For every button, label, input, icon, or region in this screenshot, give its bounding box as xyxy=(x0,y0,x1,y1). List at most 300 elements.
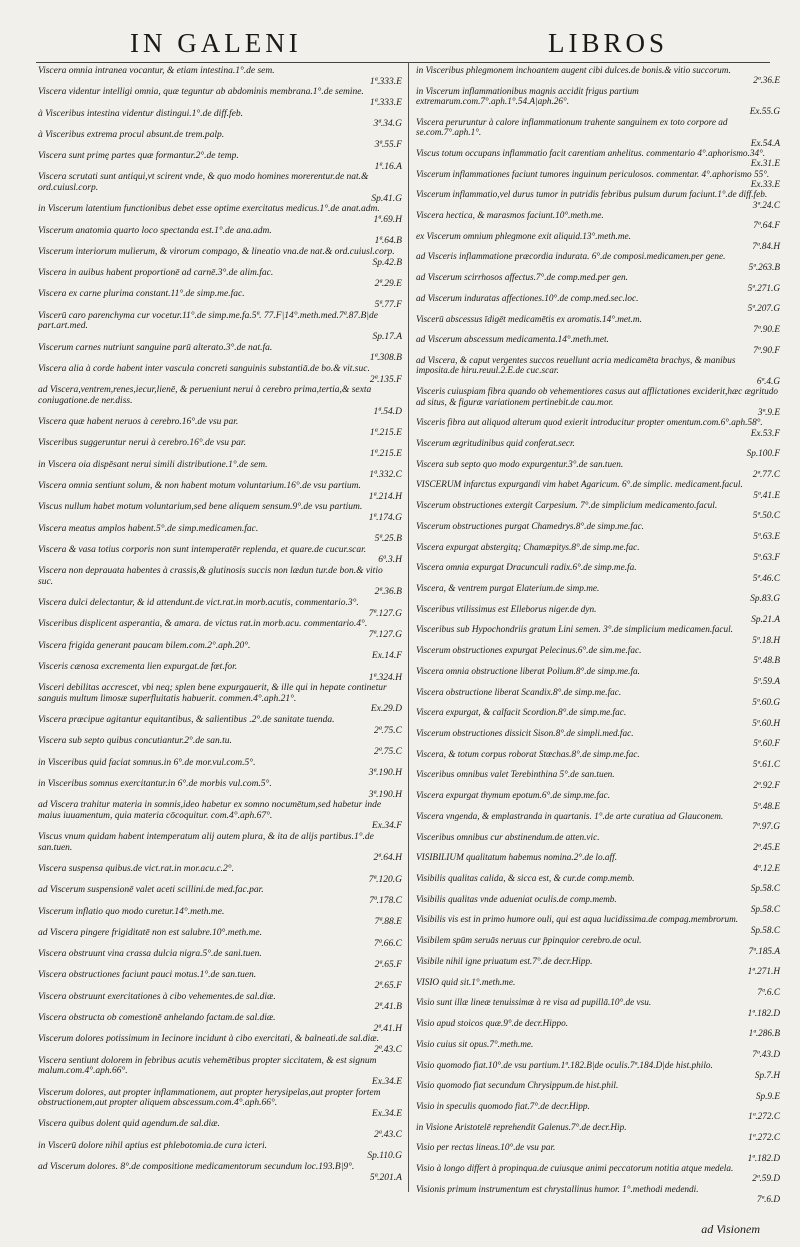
index-entry xyxy=(416,356,780,387)
index-entry xyxy=(38,524,402,545)
entry-text: ad Viscera trahitur materia in somnis,ideo habetur ex somno nocumētum,sed habetur inde maius iuuamentum, quia materia cōcoquitur. com.4°.aph.67°. xyxy=(38,800,382,821)
index-entry xyxy=(416,1019,780,1040)
index-entry xyxy=(416,543,780,564)
entry-text: Visibilis qualitas vnde adueniat oculis.de comp.memb. xyxy=(416,894,617,905)
entry-text: Viscera alia à corde habent inter vascula concreti sanguinis substantiā.de bo.& vit.suc. xyxy=(38,363,370,374)
entry-text: Viscus nullum habet motum voluntarium,sed bene aliquem sensum.9°.de vsu partium. xyxy=(38,502,363,513)
index-entry xyxy=(38,481,402,502)
entry-text: ad Viscerum abscessum medicamenta.14°.meth.met. xyxy=(416,335,609,346)
entry-text: Viscerum obstructiones extergit Carpesium. 7°.de simplicium medicamento.facul. xyxy=(416,501,718,512)
entry-text: VISCERUM infarctus expurgandi vim habet Agaricum. 6°.de simplic. medicament.facul. xyxy=(416,480,743,491)
entry-text: ad Viscerum induratas affectiones.10°.de comp.med.sec.loc. xyxy=(416,293,639,304)
entry-reference: 7ª.97.G xyxy=(752,822,780,833)
index-entry xyxy=(38,417,402,438)
index-entry xyxy=(416,273,780,294)
index-entry xyxy=(38,289,402,310)
entry-reference: 2ª.43.C xyxy=(374,1044,402,1055)
index-entry xyxy=(38,1088,402,1120)
entry-text: Visibilem spūm seruās neruus cur p̄pinquior cerebro.de ocul. xyxy=(416,936,642,947)
entry-reference: 5ª.60.G xyxy=(752,697,780,708)
entry-reference: 5ª.60.H xyxy=(752,718,780,729)
entry-reference: 2ª.92.F xyxy=(753,780,780,791)
entry-text: Visio cuius sit opus.7°.meth.me. xyxy=(416,1039,534,1050)
entry-reference: Ex.14.F xyxy=(371,651,402,662)
index-entry xyxy=(38,907,402,928)
index-entry xyxy=(416,315,780,336)
index-entry xyxy=(38,226,402,247)
index-entry xyxy=(416,812,780,833)
entry-text: Visionis primum instrumentum est chrystallinus humor. 1°.methodi medendi. xyxy=(416,1184,699,1195)
index-entry xyxy=(416,936,780,957)
index-entry xyxy=(38,460,402,481)
index-entry xyxy=(38,66,402,87)
entry-text: Viscerum anatomia quarto loco spectanda est.1°.de ana.adm. xyxy=(38,225,272,236)
entry-text: ad Viscerum scirrhosos affectus.7°.de comp.med.per gen. xyxy=(416,273,628,284)
entry-reference: 5ª.59.A xyxy=(753,677,780,688)
entry-reference: Ex.34.F xyxy=(371,821,402,832)
index-entry xyxy=(416,1081,780,1102)
entry-reference: 6ª.4.G xyxy=(756,376,780,387)
entry-reference: Sp.9.E xyxy=(755,1091,780,1102)
entry-text: Visio sunt illæ lineæ tenuissimæ à re visa ad pupillā.10°.de vsu. xyxy=(416,998,652,1009)
entry-reference: 1ª.54.D xyxy=(373,406,402,417)
entry-reference: Sp.42.B xyxy=(372,257,402,268)
entry-text: Viscera videntur intelligi omnia, quæ teguntur ab abdominis membrana.1°.de semine. xyxy=(38,87,364,98)
entry-reference: 1ª.333.E xyxy=(369,97,402,108)
entry-reference: 2ª.45.E xyxy=(753,842,780,853)
entry-reference: Ex.34.E xyxy=(371,1076,402,1087)
index-entry xyxy=(38,87,402,108)
entry-reference: 5ª.41.E xyxy=(753,490,780,501)
entry-reference: 5ª.50.C xyxy=(752,511,780,522)
index-entry xyxy=(416,874,780,895)
entry-reference: Sp.7.H xyxy=(754,1070,780,1081)
entry-text: Viscerum obstructiones purgat Chamedrys.8°.de simp.me.fac. xyxy=(416,521,644,532)
entry-text: Viscera quæ habent neruos à cerebro.16°.de vsu par. xyxy=(38,417,239,428)
entry-text: Viscerū caro parenchyma cur vocetur.11°.de simp.me.fa.5ª. 77.F|14°.meth.med.7ª.87.B|de part.art.med. xyxy=(38,310,378,332)
entry-reference: 7ª.43.D xyxy=(752,1050,780,1061)
entry-reference: 5ª.63.E xyxy=(753,532,780,543)
index-entry xyxy=(416,957,780,978)
index-entry xyxy=(416,708,780,729)
entry-text: Viscera vngenda, & emplastranda in quartanis. 1°.de arte curatiua ad Glauconem. xyxy=(416,811,724,822)
entry-text: Viscera obstruunt exercitationes à cibo vehementes.de sal.diæ. xyxy=(38,991,276,1002)
entry-text: Viscera præcipue agitantur equitantibus, & salientibus .2°.de sanitate tuenda. xyxy=(38,715,335,726)
entry-text: Viscera peruruntur à calore inflammationum trahente sanguinem ex toto corpore ad se.com.7°.aph.1°. xyxy=(416,117,728,139)
index-entry xyxy=(38,832,402,864)
entry-reference: 2ª.36.E xyxy=(753,76,780,87)
index-entry xyxy=(416,688,780,709)
index-entry xyxy=(38,885,402,906)
index-entry xyxy=(416,978,780,999)
index-column-right xyxy=(416,66,780,1206)
entry-reference: 3ª.190.H xyxy=(368,789,402,800)
entry-reference: 1ª.286.B xyxy=(748,1029,780,1040)
entry-text: Viscera sunt primę partes quæ formantur.2°.de temp. xyxy=(38,151,239,162)
index-entry xyxy=(38,949,402,970)
entry-reference: 5ª.25.B xyxy=(374,534,402,545)
entry-text: in Visceribus somnus exercitantur.in 6°.de morbis vul.com.5°. xyxy=(38,778,272,789)
entry-text: Visibile nihil igne priuatum est.7°.de decr.Hipp. xyxy=(416,956,593,967)
index-entry xyxy=(416,1164,780,1185)
index-entry xyxy=(38,641,402,662)
index-entry xyxy=(416,439,780,460)
entry-reference: Ex.31.E xyxy=(750,159,780,170)
entry-reference: 1ª.271.H xyxy=(747,967,780,978)
entry-reference: Sp.21.A xyxy=(751,615,780,626)
entry-text: Viscerum obstructiones dissicit Sison.8°.de simpli.med.fac. xyxy=(416,729,634,739)
entry-text: Visio apud stoicos quæ.9°.de decr.Hippo. xyxy=(416,1019,569,1030)
entry-reference: 7ª.178.C xyxy=(369,895,402,906)
index-entry xyxy=(38,758,402,779)
entry-reference: Ex.34.E xyxy=(371,1108,402,1119)
index-entry xyxy=(416,190,780,211)
entry-reference: Sp.41.G xyxy=(371,193,402,204)
index-entry xyxy=(38,172,402,204)
entry-text: Viscera frigida generant paucam bilem.com.2°.aph.20°. xyxy=(38,640,251,651)
index-entry xyxy=(416,729,780,750)
entry-text: Visceribus displicent asperantia, & amara. de victus rat.in morb.acu. commentario.4°. xyxy=(38,619,368,630)
index-entry xyxy=(416,232,780,253)
index-entry xyxy=(416,605,780,626)
index-entry xyxy=(38,736,402,757)
index-entry xyxy=(38,204,402,225)
entry-text: Viscera ex carne plurima constant.11°.de simp.me.fac. xyxy=(38,289,245,300)
entry-text: Visceribus sub Hypochondriis gratum Lini semen. 3°.de simplicium medicamen.facul. xyxy=(416,625,733,636)
index-entry xyxy=(416,387,780,418)
entry-reference: 7ª.84.H xyxy=(752,242,780,253)
entry-reference: 2ª.59.D xyxy=(752,1174,780,1185)
entry-reference: Ex.54.A xyxy=(750,138,780,149)
entry-reference: 7ª.127.G xyxy=(368,608,402,619)
entry-reference: 1ª.214.H xyxy=(368,491,402,502)
entry-text: Viscera expurgat abstergitq; Chamæpitys.8°.de simp.me.fac. xyxy=(416,542,640,553)
index-entry xyxy=(38,619,402,640)
index-entry xyxy=(416,1143,780,1164)
entry-text: Visio à longo differt à propinqua.de cuiusque animi peccatorum notitia atque medela. xyxy=(416,1164,734,1175)
column-divider xyxy=(408,62,409,1192)
entry-text: in Visceribus phlegmonem inchoantem augent cibi dulces.de bonis.& vitio succorum. xyxy=(416,66,731,76)
index-entry xyxy=(38,385,402,417)
entry-text: Viscera expurgat, & calfacit Scordion.8°.de simp.me.fac. xyxy=(416,708,627,719)
entry-text: ad Visceris inflammatione præcordia indurata. 6°.de composi.medicamen.per gene. xyxy=(416,252,726,263)
entry-reference: 3ª.9.E xyxy=(757,407,780,418)
entry-text: Viscera omnia expurgat Dracunculi radix.6°.de simp.me.fa. xyxy=(416,563,637,574)
entry-text: Viscera, & totum corpus roborat Stœchas.8°.de simp.me.fac. xyxy=(416,749,640,760)
entry-reference: 7ª.6.D xyxy=(756,1195,780,1206)
running-head-left: IN GALENI xyxy=(130,28,302,58)
entry-reference: 5ª.60.F xyxy=(753,739,780,750)
index-entry xyxy=(416,625,780,646)
entry-reference: 5ª.271.G xyxy=(747,283,780,294)
index-entry xyxy=(38,800,402,832)
entry-text: Visceris cuiuspiam fibra quando ob vehementiores casus aut afflictationes exciderit,hæc ægritudo ad situs, & figuræ variationem pertinebit.de cau.mor. xyxy=(416,387,778,408)
entry-reference: 5ª.46.C xyxy=(752,573,780,584)
entry-reference: Ex.33.E xyxy=(750,179,780,190)
entry-text: Visceris fibra aut aliquod alterum quod exierit introducitur propter omentum.com.6°.aph.58°. xyxy=(416,418,763,429)
entry-reference: 5ª.48.E xyxy=(753,801,780,812)
index-entry xyxy=(416,252,780,273)
index-entry xyxy=(416,211,780,232)
entry-text: Visceribus suggeruntur nerui à cerebro.16°.de vsu par. xyxy=(38,438,246,449)
entry-text: in Viscerum inflammationibus magnis accidit frigus partium extremarum.com.7°.aph.1°.54.A|aph.26°. xyxy=(416,86,639,108)
index-entry xyxy=(38,247,402,268)
index-entry xyxy=(416,418,780,439)
entry-reference: 2ª.41.H xyxy=(373,1023,402,1034)
index-entry xyxy=(38,715,402,736)
entry-text: in Visione Aristotelē reprehendit Galenus.7°.de decr.Hip. xyxy=(416,1122,627,1133)
entry-text: ex Viscerum omnium phlegmone exit aliquid.13°.meth.me. xyxy=(416,231,631,242)
entry-reference: 1ª.308.B xyxy=(369,353,402,364)
index-entry xyxy=(416,480,780,501)
index-entry xyxy=(416,460,780,481)
entry-reference: 1ª.272.C xyxy=(748,1133,780,1144)
entry-text: Viscera expurgat thymum epotum.6°.de simp.me.fac. xyxy=(416,791,611,802)
entry-text: Viscera omnia obstructione liberat Polium.8°.de simp.me.fa. xyxy=(416,666,640,677)
entry-text: Viscerum ægritudinibus quid conferat.secr. xyxy=(416,438,575,449)
entry-text: Viscera hectica, & marasmos faciunt.10°.meth.me. xyxy=(416,211,604,222)
entry-reference: 7ª.120.G xyxy=(368,874,402,885)
entry-reference: 2ª.65.F xyxy=(374,959,402,970)
entry-reference: 5ª.201.A xyxy=(369,1172,402,1183)
entry-reference: 5ª.18.H xyxy=(752,635,780,646)
index-entry xyxy=(416,1123,780,1144)
entry-text: Viscera meatus amplos habent.5°.de simp.medicamen.fac. xyxy=(38,523,259,534)
entry-text: VISIO quid sit.1°.meth.me. xyxy=(416,977,516,988)
entry-text: Visceri debilitas accrescet, vbi neq; splen bene expurgauerit, & ille qui in hepate continetur sanguis multum limosæ superfluitatis habuerit. commen.4°.aph.21°. xyxy=(38,683,387,704)
index-entry xyxy=(416,750,780,771)
entry-text: ad Viscerum dolores. 8°.de compositione medicamentorum secundum loc.193.B|9°. xyxy=(38,1161,355,1172)
entry-text: Visio quomodo fiat.10°.de vsu partium.1ª.182.B|de oculis.7ª.184.D|de hist.philo. xyxy=(416,1060,713,1071)
entry-text: Visio quomodo fiat secundum Chrysippum.de hist.phil. xyxy=(416,1081,619,1092)
index-entry xyxy=(416,501,780,522)
entry-text: Viscera sentiunt dolorem in febribus acutis vehemētibus propter siccitatem, & est signum malum.com.4°.aph.66°. xyxy=(38,1055,377,1077)
entry-text: Visceris cænosa excrementa lien expurgat.de fœt.for. xyxy=(38,661,238,672)
entry-reference: 5ª.61.C xyxy=(752,760,780,771)
index-entry xyxy=(38,1034,402,1055)
entry-reference: 2ª.65.F xyxy=(374,981,402,992)
index-entry xyxy=(38,502,402,523)
entry-reference: Sp.58.C xyxy=(750,925,780,936)
index-entry xyxy=(416,170,780,191)
entry-text: Viscera obstructa ob comestionē anhelando factam.de sal.diæ. xyxy=(38,1013,276,1024)
entry-reference: 7ª.88.E xyxy=(374,917,402,928)
entry-text: Viscera quibus dolent quid agendum.de sal.diæ. xyxy=(38,1119,220,1130)
index-entry xyxy=(416,87,780,118)
entry-text: Visceribus omnibus cur abstinendum.de atten.vic. xyxy=(416,832,600,843)
index-entry xyxy=(416,770,780,791)
entry-text: ad Viscerum suspensionē valet aceti scillini.de med.fac.par. xyxy=(38,885,264,896)
index-entry xyxy=(416,1040,780,1061)
index-entry xyxy=(416,667,780,688)
entry-reference: 1ª.16.A xyxy=(374,161,402,172)
entry-reference: 5ª.207.G xyxy=(747,304,780,315)
entry-text: Visio in speculis quomodo fiat.7°.de decr.Hipp. xyxy=(416,1101,590,1112)
entry-text: Viscerum dolores potissimum in Iecinore incidunt à cibo exercitati, & balneati.de sal.diæ. xyxy=(38,1034,379,1045)
index-entry xyxy=(38,268,402,289)
entry-reference: 4ª.12.E xyxy=(753,863,780,874)
index-entry xyxy=(38,1056,402,1088)
entry-reference: Sp.100.F xyxy=(746,449,780,460)
index-entry xyxy=(38,311,402,343)
entry-reference: Ex.29.D xyxy=(370,704,402,715)
entry-reference: 1ª.333.E xyxy=(369,76,402,87)
entry-text: Viscera obstructione liberat Scandix.8°.de simp.me.fac. xyxy=(416,687,622,698)
index-entry xyxy=(416,853,780,874)
entry-text: VISIBILIUM qualitatum habemus nomina.2°.de lo.aff. xyxy=(416,853,618,864)
index-entry xyxy=(38,130,402,151)
entry-reference: 7ª.66.C xyxy=(374,938,402,949)
index-entry xyxy=(416,522,780,543)
entry-text: in Visceribus quid faciat somnus.in 6°.de mor.vul.com.5°. xyxy=(38,757,256,768)
index-entry xyxy=(38,598,402,619)
index-entry xyxy=(416,584,780,605)
entry-reference: 3ª.34.G xyxy=(373,119,402,130)
entry-reference: Sp.83.G xyxy=(750,594,780,605)
index-entry xyxy=(416,563,780,584)
catchword: ad Visionem xyxy=(701,1222,760,1236)
entry-reference: 2ª.77.C xyxy=(752,470,780,481)
index-entry xyxy=(38,438,402,459)
entry-text: Viscerum carnes nutriunt sanguine parū alterato.3°.de nat.fa. xyxy=(38,342,273,353)
entry-text: in Viscerū dolore nihil aptius est phlebotomia.de cura icteri. xyxy=(38,1140,268,1151)
index-entry xyxy=(38,928,402,949)
entry-reference: 2ª.135.F xyxy=(369,374,402,385)
header-rule xyxy=(36,62,770,63)
index-entry xyxy=(416,998,780,1019)
entry-text: Viscerum dolores, aut propter inflammationem, aut propter herysipelas,aut propter fortem obstructionem,aut propter aliquem abscessum.com.4°.aph.66°. xyxy=(38,1087,381,1109)
index-entry xyxy=(38,364,402,385)
entry-text: Viscera obstructiones faciunt pauci motus.1°.de san.tuen. xyxy=(38,970,257,981)
index-entry xyxy=(38,662,402,683)
entry-text: Viscus vnum quidam habent intemperatum alij autem plura, & ita de alijs partibus.1°.de san.tuen. xyxy=(38,832,374,853)
entry-reference: 7ª.64.F xyxy=(753,221,780,232)
index-entry xyxy=(38,970,402,991)
entry-reference: 5ª.48.B xyxy=(753,656,780,667)
entry-reference: 1ª.182.D xyxy=(747,1153,780,1164)
entry-reference: 7ª.90.E xyxy=(753,324,780,335)
index-entry xyxy=(416,1185,780,1206)
entry-text: Visceribus omnibus valet Terebinthina 5°.de san.tuen. xyxy=(416,770,615,781)
entry-text: Viscera sub septo quibus concutiantur.2°.de san.tu. xyxy=(38,736,232,747)
entry-reference: 1ª.215.E xyxy=(369,449,402,460)
entry-reference: 7ª.185.A xyxy=(748,946,780,957)
index-entry xyxy=(416,118,780,149)
entry-text: Viscerū abscessus īdigēt medicamētis ex aromatis.14°.met.m. xyxy=(416,314,642,325)
entry-text: in Viscera oia dispēsant nerui simili distributione.1°.de sem. xyxy=(38,459,268,470)
entry-reference: 5ª.263.B xyxy=(748,262,780,273)
entry-reference: 2ª.64.H xyxy=(373,853,402,864)
index-entry xyxy=(38,1141,402,1162)
entry-reference: 3ª.55.F xyxy=(374,140,402,151)
entry-reference: 7ª.6.C xyxy=(757,987,780,998)
entry-text: in Viscerum latentium functionibus debet esse optime exercitatus medicus.1°.de anat.adm. xyxy=(38,204,380,215)
entry-text: Viscera sub septo quo modo expurgentur.3°.de san.tuen. xyxy=(416,459,624,470)
entry-reference: 2ª.43.C xyxy=(374,1130,402,1141)
entry-reference: 3ª.24.C xyxy=(752,200,780,211)
entry-reference: 6ª.3.H xyxy=(378,555,402,566)
entry-reference: 1ª.272.C xyxy=(748,1112,780,1123)
entry-reference: 7ª.90.F xyxy=(753,345,780,356)
entry-reference: 1ª.182.D xyxy=(747,1008,780,1019)
entry-reference: 2ª.75.C xyxy=(374,747,402,757)
entry-reference: 1ª.174.G xyxy=(368,512,402,523)
entry-text: ad Viscera pingere frigiditatē non est salubre.10°.meth.me. xyxy=(38,927,263,938)
entry-text: Viscerum inflammationes faciunt tumores inguinum periculosos. commentar. 4°.aphorismo 55°. xyxy=(416,169,770,180)
entry-reference: Sp.58.C xyxy=(750,905,780,916)
index-entry xyxy=(416,895,780,916)
index-entry xyxy=(416,833,780,854)
index-column-left xyxy=(38,66,402,1183)
entry-reference: 2ª.75.C xyxy=(374,725,402,736)
entry-text: Visio per rectas lineas.10°.de vsu par. xyxy=(416,1143,556,1154)
entry-reference: 5ª.63.F xyxy=(753,552,780,563)
index-entry xyxy=(38,545,402,566)
entry-text: à Visceribus intestina videntur distingui.1°.de diff.feb. xyxy=(38,108,243,119)
index-entry xyxy=(38,1119,402,1140)
index-entry xyxy=(416,646,780,667)
entry-reference: 7ª.127.G xyxy=(368,629,402,640)
entry-text: Viscera omnia intranea vocantur, & etiam intestina.1°.de sem. xyxy=(38,66,275,76)
entry-reference: 2ª.41.B xyxy=(374,1002,402,1013)
index-entry xyxy=(38,864,402,885)
entry-reference: 1ª.64.B xyxy=(374,236,402,247)
entry-reference: 2ª.36.B xyxy=(374,587,402,598)
entry-text: ad Viscera, & caput vergentes succos reuellunt acria medicamēta brachys, & manibus imposita.de hiru.reuul.2.E.de cuc.scar. xyxy=(416,356,736,377)
entry-text: ad Viscera,ventrem,renes,iecur,lienē, & perueniunt nerui à cerebro prima,tertia,& sexta coniugatione.de ner.diss. xyxy=(38,385,372,406)
entry-text: Viscus totum occupans inflammatio facit carentiam anhelitus. commentario 4°.aphorismo.34°. xyxy=(416,148,766,159)
entry-reference: Ex.55.G xyxy=(749,107,780,118)
running-head-right: LIBROS xyxy=(548,28,669,58)
index-entry xyxy=(38,566,402,598)
entry-text: Visibilis vis est in primo humore ouli, qui est aqua lucidissima.de compag.membrorum. xyxy=(416,915,739,926)
entry-text: Viscerum obstructiones expurgat Pelecinus.6°.de sim.me.fac. xyxy=(416,646,642,657)
entry-text: à Visceribus extrema procul absunt.de trem.palp. xyxy=(38,129,225,140)
entry-reference: Sp.58.C xyxy=(750,884,780,895)
index-entry xyxy=(416,1061,780,1082)
entry-text: Viscera in auibus habent proportionē ad carnē.3°.de alim.fac. xyxy=(38,268,274,279)
index-entry xyxy=(38,779,402,800)
entry-text: Viscera non deprauata habentes à crassis,& glutinosis succis non lædun tur.de bon.& vitio suc. xyxy=(38,566,383,587)
entry-text: Viscera dulci delectantur, & id attendunt.de vict.rat.in morb.acutis, commentario.3°. xyxy=(38,598,359,609)
entry-text: Viscerum inflammatio,vel durus tumor in putridis febribus pulsum durum faciunt.1°.de diff.feb. xyxy=(416,190,768,201)
index-entry xyxy=(416,149,780,170)
entry-reference: 1ª.324.H xyxy=(368,672,402,683)
entry-text: Viscera, & ventrem purgat Elaterium.de simp.me. xyxy=(416,583,600,594)
entry-text: Viscera scrutati sunt antiqui,vt scirent vnde, & quo modo homines morerentur.de nat.& ord.cuiusl.corp. xyxy=(38,172,369,194)
index-entry xyxy=(38,151,402,172)
index-entry xyxy=(38,1162,402,1183)
index-entry xyxy=(416,791,780,812)
entry-text: Viscera obstruunt vina crassa dulcia nigra.5°.de sani.tuen. xyxy=(38,949,262,960)
index-entry xyxy=(38,1013,402,1034)
index-entry xyxy=(38,343,402,364)
index-entry xyxy=(38,683,402,715)
entry-reference: 1ª.215.E xyxy=(369,427,402,438)
entry-text: Visceribus vtilissimus est Elleborus niger.de dyn. xyxy=(416,604,597,615)
index-entry xyxy=(416,294,780,315)
entry-text: Viscerum interiorum mulierum, & virorum compago, & lineatio vna.de nat.& ord.cuiusl.corp. xyxy=(38,246,395,257)
index-entry xyxy=(38,109,402,130)
entry-reference: 1ª.332.C xyxy=(369,470,402,481)
entry-text: Viscera & vasa totius corporis non sunt intemperatēr replenda, et quare.de cucur.scar. xyxy=(38,544,367,555)
index-entry xyxy=(38,992,402,1013)
entry-reference: 2ª.29.E xyxy=(374,278,402,289)
index-entry xyxy=(416,66,780,87)
entry-text: Visibilis qualitas calida, & sicca est, & cur.de comp.memb. xyxy=(416,874,635,885)
entry-text: Viscera omnia sentiunt solum, & non habent motum voluntarium.16°.de vsu partium. xyxy=(38,480,361,491)
index-entry xyxy=(416,1102,780,1123)
